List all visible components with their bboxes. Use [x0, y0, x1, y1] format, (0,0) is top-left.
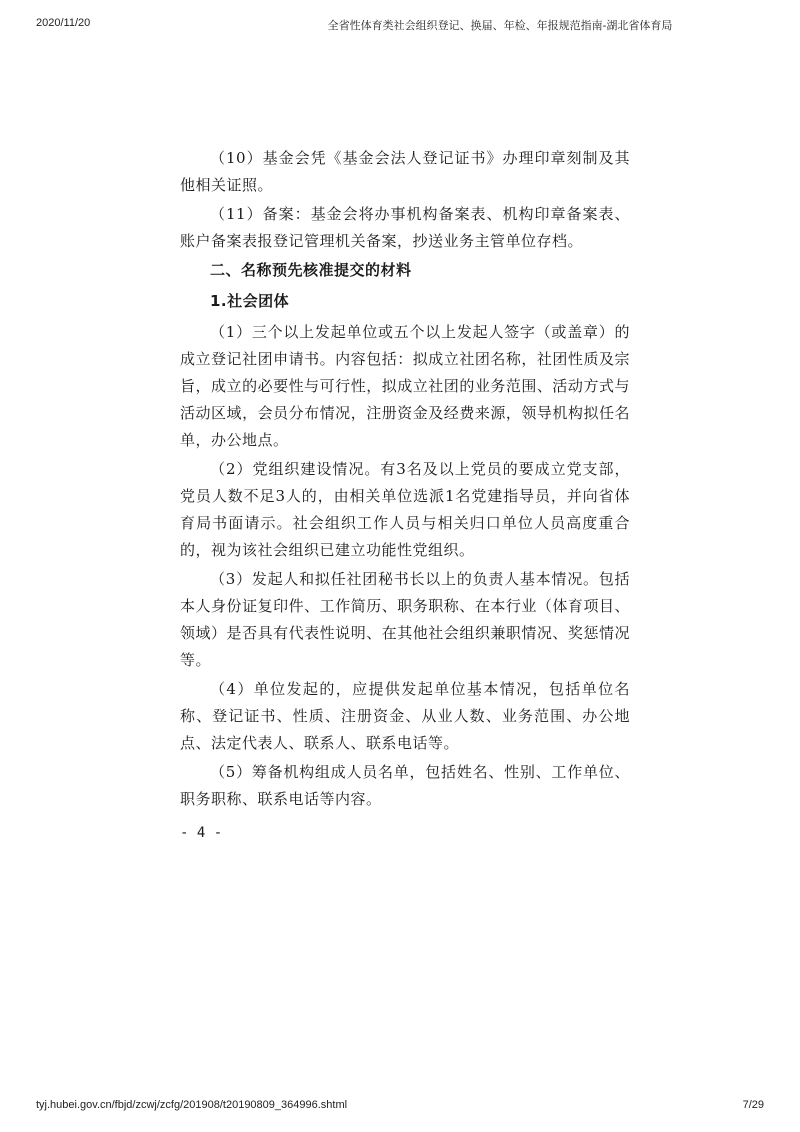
paragraph-item-4: （4）单位发起的，应提供发起单位基本情况，包括单位名称、登记证书、性质、注册资金、从业人数、业务范围、办公地点、法定代表人、联系人、联系电话等。: [180, 680, 630, 752]
paragraph-item-3: （3）发起人和拟任社团秘书长以上的负责人基本情况。包括本人身份证复印件、工作简历、职务职称、在本行业（体育项目、领域）是否具有代表性说明、在其他社会组织兼职情况、奖惩情况等。: [180, 570, 630, 669]
paragraph-item-5: （5）筹备机构组成人员名单，包括姓名、性别、工作单位、职务职称、联系电话等内容。: [180, 763, 630, 808]
paragraph-10: （10）基金会凭《基金会法人登记证书》办理印章刻制及其他相关证照。: [180, 149, 630, 194]
page-counter: 7/29: [742, 1099, 764, 1111]
print-date: 2020/11/20: [36, 17, 91, 29]
paragraph-item-2: （2）党组织建设情况。有3名及以上党员的要成立党支部，党员人数不足3人的，由相关单位选派1名党建指导员，并向省体育局书面请示。社会组织工作人员与相关归口单位人员高度重合的，视为该社会组织已建立功能性党组织。: [180, 460, 630, 559]
subsection-heading: 1.社会团体: [210, 292, 290, 310]
paragraph-11: （11）备案：基金会将办事机构备案表、机构印章备案表、账户备案表报登记管理机关备案，抄送业务主管单位存档。: [180, 205, 630, 250]
document-body: [180, 145, 630, 815]
document-page-number: - 4 -: [180, 825, 223, 841]
paragraph-item-1: （1）三个以上发起单位或五个以上发起人签字（或盖章）的成立登记社团申请书。内容包括：拟成立社团名称，社团性质及宗旨，成立的必要性与可行性，拟成立社团的业务范围、活动方式与活动区域，会员分布情况，注册资金及经费来源，领导机构拟任名单，办公地点。: [180, 323, 630, 449]
section-heading: 二、名称预先核准提交的材料: [210, 261, 412, 279]
page-title: 全省性体育类社会组织登记、换届、年检、年报规范指南-湖北省体育局: [327, 20, 673, 32]
source-url: tyj.hubei.gov.cn/fbjd/zcwj/zcfg/201908/t20190809_364996.shtml: [36, 1099, 348, 1111]
